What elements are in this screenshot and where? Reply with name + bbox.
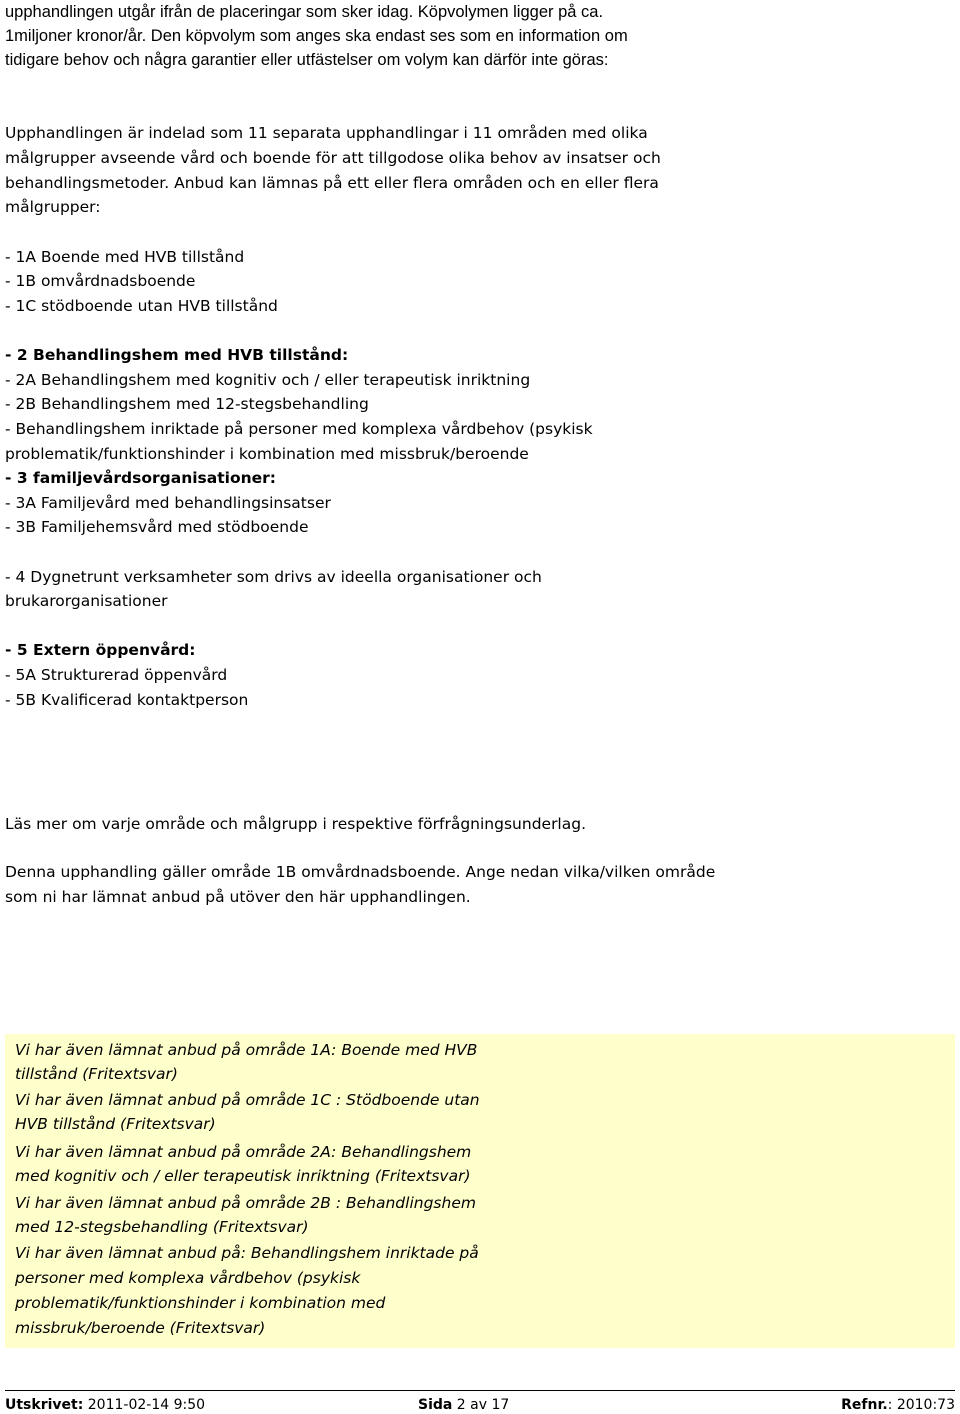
footer-ref-value: : 2010:73 [887, 1397, 955, 1413]
footer-ref-label: Refnr. [841, 1397, 888, 1413]
footer-rule [5, 1390, 955, 1391]
read-more-text: Läs mer om varje område och målgrupp i respektive förfrågningsunderlag. [5, 815, 587, 833]
para-line-4: målgrupper: [5, 198, 101, 216]
box-line-5: Vi har även lämnat anbud på område 2A: Behandlingshem [15, 1143, 472, 1161]
box-line-9: Vi har även lämnat anbud på: Behandlingshem inriktade på [15, 1244, 479, 1262]
group4-line-1: - 4 Dygnetrunt verksamheter som drivs av ideella organisationer och [5, 568, 542, 586]
box-line-8: med 12-stegsbehandling (Fritextsvar) [15, 1218, 309, 1236]
box-line-4: HVB tillstånd (Fritextsvar) [15, 1115, 216, 1133]
box-line-1: Vi har även lämnat anbud på område 1A: Boende med HVB [15, 1041, 478, 1059]
group1-item-1: - 1A Boende med HVB tillstånd [5, 248, 245, 266]
intro-line-2: 1miljoner kronor/år. Den köpvolym som anges ska endast ses som en information om [5, 27, 628, 45]
footer-printed-label: Utskrivet: [5, 1397, 84, 1413]
footer-printed-value: 2011-02-14 9:50 [83, 1397, 206, 1413]
box-line-2: tillstånd (Fritextsvar) [15, 1065, 178, 1083]
box-line-7: Vi har även lämnat anbud på område 2B : Behandlingshem [15, 1194, 476, 1212]
box-line-6: med kognitiv och / eller terapeutisk inriktning (Fritextsvar) [15, 1167, 471, 1185]
footer-page-value: 2 av 17 [452, 1397, 510, 1413]
intro-line-3: tidigare behov och några garantier eller utfästelser om volym kan därför inte göras: [5, 51, 609, 69]
group1-item-2: - 1B omvårdnadsboende [5, 272, 196, 290]
group3-item-1: - 3A Familjevård med behandlingsinsatser [5, 494, 331, 512]
group3-item-2: - 3B Familjehemsvård med stödboende [5, 518, 309, 536]
group2-item-3: - Behandlingshem inriktade på personer med komplexa vårdbehov (psykisk [5, 420, 593, 438]
footer-ref [841, 1396, 955, 1414]
group2-item-4: problematik/funktionshinder i kombination med missbruk/beroende [5, 445, 529, 463]
para-line-2: målgrupper avseende vård och boende för att tillgodose olika behov av insatser och [5, 149, 661, 167]
intro-line-1: upphandlingen utgår ifrån de placeringar som sker idag. Köpvolymen ligger på ca. [5, 3, 604, 21]
group1-item-3: - 1C stödboende utan HVB tillstånd [5, 297, 278, 315]
note-line-1: Denna upphandling gäller område 1B omvårdnadsboende. Ange nedan vilka/vilken område [5, 863, 716, 881]
group2-item-1: - 2A Behandlingshem med kognitiv och / eller terapeutisk inriktning [5, 371, 531, 389]
footer-page-label: Sida [418, 1397, 453, 1413]
group5-item-1: - 5A Strukturerad öppenvård [5, 666, 228, 684]
group5-heading: - 5 Extern öppenvård: [5, 641, 196, 659]
box-line-3: Vi har även lämnat anbud på område 1C : Stödboende utan [15, 1091, 480, 1109]
group4-line-2: brukarorganisationer [5, 592, 168, 610]
para-line-1: Upphandlingen är indelad som 11 separata upphandlingar i 11 områden med olika [5, 124, 648, 142]
group3-heading: - 3 familjevårdsorganisationer: [5, 469, 276, 487]
para-line-3: behandlingsmetoder. Anbud kan lämnas på ett eller flera områden och en eller flera [5, 174, 659, 192]
group2-heading: - 2 Behandlingshem med HVB tillstånd: [5, 346, 349, 364]
note-line-2: som ni har lämnat anbud på utöver den här upphandlingen. [5, 888, 471, 906]
box-line-12: missbruk/beroende (Fritextsvar) [15, 1319, 266, 1337]
free-text-answer-box[interactable] [5, 1034, 955, 1348]
group2-item-2: - 2B Behandlingshem med 12-stegsbehandling [5, 395, 369, 413]
box-line-10: personer med komplexa vårdbehov (psykisk [15, 1269, 361, 1287]
group5-item-2: - 5B Kvalificerad kontaktperson [5, 691, 249, 709]
footer-printed [5, 1396, 205, 1414]
box-line-11: problematik/funktionshinder i kombination med [15, 1294, 386, 1312]
footer-page [418, 1396, 509, 1414]
